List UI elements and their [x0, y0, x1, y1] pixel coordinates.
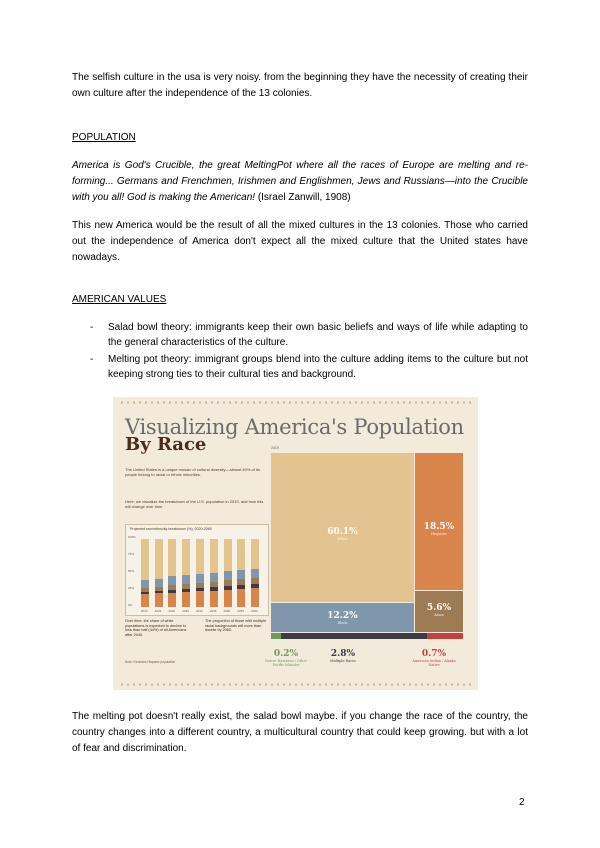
mini-chart-segment — [168, 593, 176, 607]
mini-chart-segment — [182, 584, 190, 589]
bullet-dash: - — [90, 354, 94, 365]
mini-chart-ytick: 0% — [128, 603, 133, 607]
values-heading: AMERICAN VALUES — [72, 294, 167, 305]
mini-chart-segment — [224, 590, 232, 607]
tile-value: 60.1% — [327, 527, 358, 538]
dotted-border-top — [119, 401, 472, 404]
mini-chart-segment — [168, 539, 176, 576]
stat-native-hawaiian — [261, 649, 311, 667]
mini-chart-segment — [237, 570, 245, 579]
mini-chart-xtick: 2055 — [237, 609, 245, 613]
infographic-footnote: Note: Excludes Hispanic population — [125, 660, 176, 664]
mini-chart-segment — [141, 594, 149, 607]
stat-american-indian — [409, 649, 459, 667]
quote-text: America is God's Crucible, the great MeltingPot where all the races of Europe are melting and re-forming... Germans and Frenchmen, Irishmen and Englishmen, Jews and Russians—into the Crucible with you all! God is making the American! — [72, 160, 528, 203]
mini-chart-segment — [224, 580, 232, 586]
mini-chart-segment — [155, 591, 163, 593]
mini-chart-segment — [196, 588, 204, 591]
tile-value: 5.6% — [426, 603, 452, 614]
mini-chart-segment — [251, 578, 259, 584]
conclusion-paragraph: The melting pot doesn't really exist, the salad bowl maybe. if you change the race of the country, the country changes into a different country, a multicultural country that could keep growing. but with a lot of fear and discrimination. — [72, 711, 528, 754]
tile-american-indian — [427, 633, 463, 639]
projection-stacked-bar-chart — [125, 524, 269, 616]
note-white-decline: Over time, the share of white populations is expected to decline to less than half (44%) of all Americans after 2045. — [125, 619, 187, 637]
tile-asian — [415, 591, 463, 632]
stat-multiple-races — [318, 649, 368, 663]
mini-chart-xtick: 2035 — [182, 609, 189, 613]
mini-chart-bar — [251, 539, 259, 607]
mini-chart-segment — [237, 589, 245, 607]
note-multiple-races: The proportion of those with multiple racial backgrounds will more than double by 2060. — [205, 619, 267, 633]
infographic-subtitle: By Race — [125, 434, 207, 455]
mini-chart-xtick: 2050 — [223, 609, 231, 613]
mini-chart-segment — [251, 588, 259, 607]
infographic-intro: The United States is a unique mosaic of cultural diversity—almost 40% of its people belong to racial or ethnic minorities. — [125, 467, 260, 477]
mini-chart-segment — [237, 579, 245, 585]
mini-chart-segment — [196, 591, 204, 607]
race-treemap — [271, 453, 463, 645]
mini-chart-segment — [155, 539, 163, 579]
mini-chart-segment — [224, 539, 232, 571]
tile-native-hawaiian — [271, 633, 281, 639]
treemap-year-label: 2019 — [271, 446, 279, 450]
mini-chart-segment — [237, 539, 245, 570]
tile-label: White — [337, 537, 348, 542]
mini-chart-segment — [210, 573, 218, 582]
mini-chart-segment — [141, 580, 149, 588]
stat-label: Multiple Races — [330, 659, 356, 663]
population-heading: POPULATION — [72, 132, 136, 143]
quote-attribution: (Israel Zanwill, 1908) — [255, 192, 351, 203]
mini-chart-segment — [196, 539, 204, 574]
mini-chart-segment — [155, 579, 163, 587]
mini-chart-segment — [182, 592, 190, 607]
tile-label: Asian — [434, 613, 444, 618]
mini-chart-xtick: 2025 — [154, 609, 162, 613]
mini-chart-segment — [210, 591, 218, 607]
mini-chart-bar — [196, 539, 204, 607]
mini-chart-segment — [210, 587, 218, 590]
mini-chart-segment — [210, 582, 218, 587]
mini-chart-xtick: 2045 — [209, 609, 217, 613]
infographic-intro-2: Here, we visualize the breakdown of the U.S. population in 2019, and how this will change over time. — [125, 499, 264, 509]
population-paragraph: This new America would be the result of all the mixed cultures in the 13 colonies. Those who carried out the independence of America don't expect all the mixed culture that the United states have nowadays. — [72, 220, 528, 263]
mini-chart-segment — [168, 590, 176, 593]
mini-chart-segment — [155, 587, 163, 591]
mini-chart-segment — [251, 569, 259, 578]
tile-black — [271, 603, 414, 632]
page-number: 2 — [519, 797, 525, 808]
tile-white — [271, 453, 414, 602]
tile-label: Black — [337, 621, 348, 626]
dotted-border-bottom — [119, 683, 472, 686]
mini-chart-segment — [196, 583, 204, 588]
bullet-text: Salad bowl theory: immigrants keep their own basic beliefs and ways of life while adapting to the general characteristics of the culture. — [108, 322, 528, 348]
mini-chart-xtick: 2030 — [168, 609, 176, 613]
bullet-dash: - — [90, 322, 94, 333]
mini-chart-segment — [182, 589, 190, 592]
mini-chart-segment — [141, 592, 149, 594]
mini-chart-segment — [141, 539, 149, 580]
stat-label: Native Hawaiian / Other Pacific Islander — [265, 659, 307, 667]
mini-chart-segment — [251, 539, 259, 569]
mini-chart-bar — [141, 539, 149, 607]
list-item — [72, 352, 528, 382]
mini-chart-segment — [168, 585, 176, 590]
mini-chart-bar — [155, 539, 163, 607]
values-list — [72, 320, 528, 384]
mini-chart-bar — [237, 539, 245, 607]
intro-paragraph: The selfish culture in the usa is very noisy. from the beginning they have the necessity of creating their own culture after the independence of the 13 colonies. — [72, 72, 528, 99]
mini-chart-bar — [210, 539, 218, 607]
stat-label: American Indian / Alaska Native — [412, 659, 456, 667]
bullet-text: Melting pot theory: immigrant groups blend into the culture adding items to the culture but not keeping strong ties to their cultural ties and background. — [108, 354, 528, 380]
mini-chart-xtick: 2040 — [196, 609, 203, 613]
tile-value: 18.5% — [423, 521, 455, 532]
stat-value: 2.8% — [330, 649, 356, 659]
mini-chart-xtick: 2060 — [251, 609, 258, 613]
mini-chart-segment — [224, 571, 232, 580]
mini-chart-segment — [224, 586, 232, 589]
mini-chart-segment — [182, 575, 190, 584]
mini-chart-title: Projected race/ethnicity breakdown (%), 2020-2060 — [130, 527, 212, 531]
mini-chart-segment — [168, 576, 176, 585]
mini-chart-ytick: 100% — [128, 535, 136, 539]
mini-chart-segment — [155, 593, 163, 607]
stat-value: 0.7% — [421, 649, 447, 659]
mini-chart-segment — [182, 539, 190, 575]
stat-value: 0.2% — [273, 649, 299, 659]
mini-chart-xtick: 2020 — [140, 609, 148, 613]
tile-value: 12.2% — [327, 611, 358, 622]
list-item — [72, 320, 528, 350]
infographic-title: Visualizing America's Population — [125, 415, 464, 439]
mini-chart-segment — [196, 574, 204, 583]
mini-chart-segment — [210, 539, 218, 573]
mini-chart-ytick: 25% — [128, 586, 135, 590]
mini-chart-segment — [141, 588, 149, 592]
mini-chart-bar — [182, 539, 190, 607]
tile-hispanic — [415, 453, 463, 590]
population-infographic — [113, 397, 478, 690]
mini-chart-segment — [251, 584, 259, 588]
mini-chart-segment — [237, 585, 245, 589]
mini-chart-bar — [224, 539, 232, 607]
tile-multiple-races — [281, 633, 426, 639]
mini-chart-ytick: 50% — [128, 569, 135, 573]
tile-label: Hispanic — [431, 531, 447, 536]
mini-chart-bar — [168, 539, 176, 607]
quote-paragraph — [72, 158, 528, 206]
mini-chart-ytick: 75% — [128, 552, 135, 556]
